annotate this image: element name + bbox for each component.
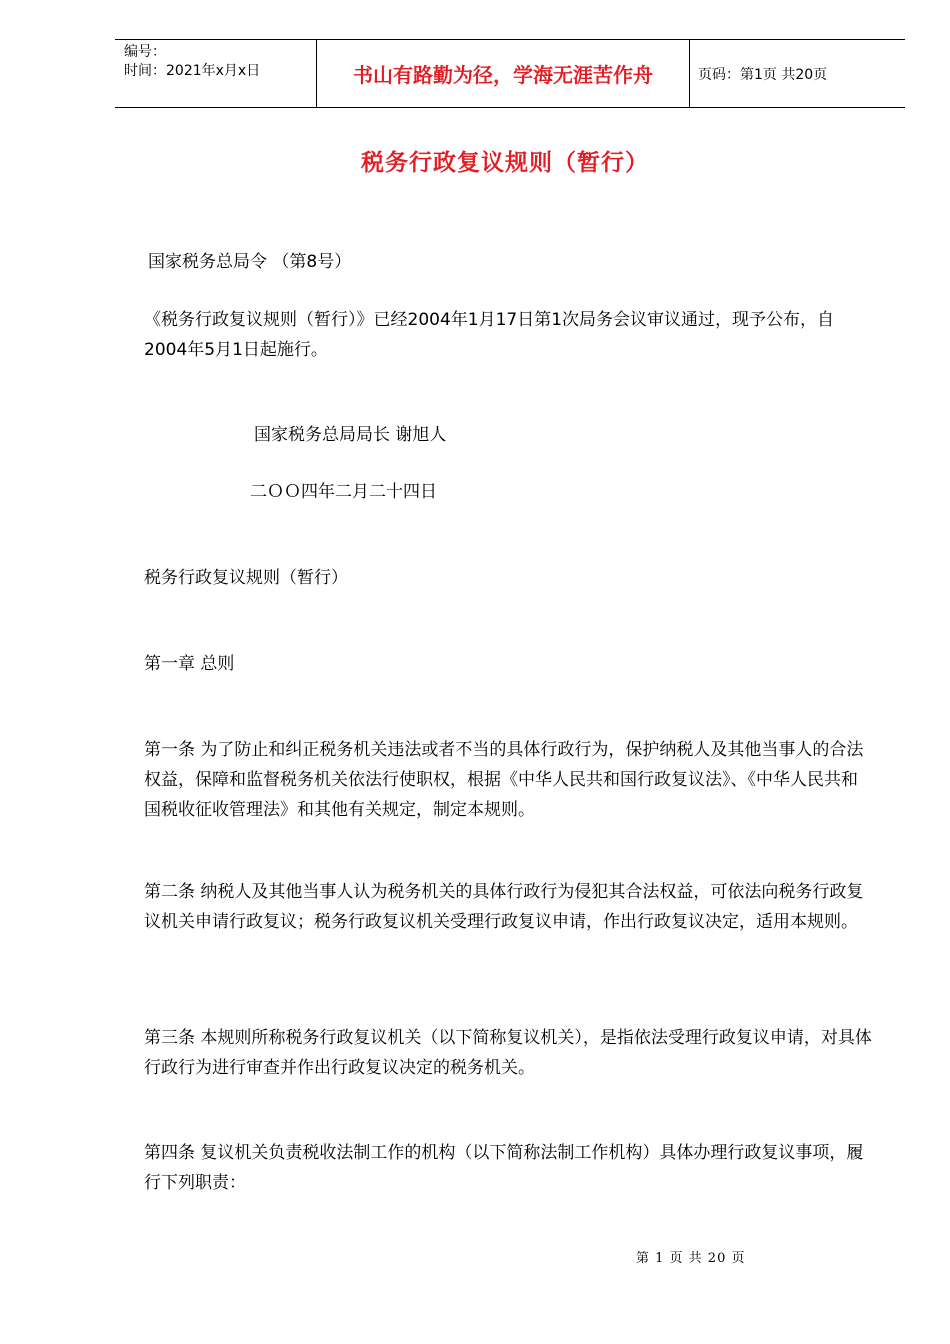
document-title: 税务行政复议规则（暂行） (361, 150, 649, 176)
article-1: 第一条 为了防止和纠正税务机关违法或者不当的具体行政行为，保护纳税人及其他当事人的合法权益，保障和监督税务机关依法行使职权，根据《中华人民共和国行政复议法》、《中华人民共和国税收征收管理法》和其他有关规定，制定本规则。 (144, 740, 864, 820)
chapter-heading: 第一章 总则 (144, 654, 235, 674)
page-footer: 第 1 页 共 20 页 (636, 1251, 746, 1266)
page-header (115, 39, 905, 108)
article-3: 第三条 本规则所称税务行政复议机关（以下简称复议机关），是指依法受理行政复议申请，对具体行政行为进行审查并作出行政复议决定的税务机关。 (144, 1028, 872, 1078)
header-page-info: 页码：第1页 共20页 (698, 66, 828, 83)
article-2: 第二条 纳税人及其他当事人认为税务机关的具体行政行为侵犯其合法权益，可依法向税务行政复议机关申请行政复议；税务行政复议机关受理行政复议申请，作出行政复议决定，适用本规则。 (144, 882, 864, 932)
header-time-label: 时间：2021年x月x日 (124, 63, 261, 79)
announcement-paragraph: 《税务行政复议规则（暂行）》已经2004年1月17日第1次局务会议审议通过，现予公布，自2004年5月1日起施行。 (144, 310, 835, 360)
article-4: 第四条 复议机关负责税收法制工作的机构（以下简称法制工作机构）具体办理行政复议事项，履行下列职责： (144, 1143, 864, 1193)
date-line: 二ＯＯ四年二月二十四日 (250, 482, 437, 502)
header-motto: 书山有路勤为径，学海无涯苦作舟 (316, 40, 690, 107)
order-number: 国家税务总局令 （第8号） (148, 252, 352, 272)
header-number-label: 编号： (124, 44, 166, 60)
rules-subtitle: 税务行政复议规则（暂行） (144, 568, 348, 588)
signer-line: 国家税务总局局长 谢旭人 (254, 425, 447, 445)
header-meta (115, 40, 316, 107)
